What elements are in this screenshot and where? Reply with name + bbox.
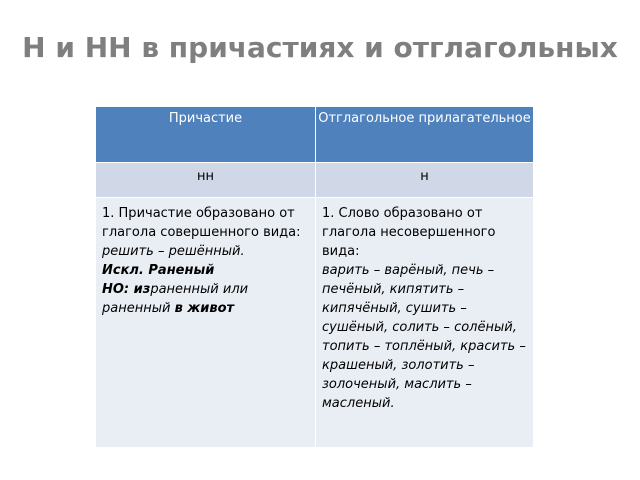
- participle-example: решить – решённый.: [102, 244, 245, 259]
- participle-exception: Искл. Раненый: [102, 263, 215, 278]
- subheader-n: н: [316, 163, 534, 198]
- participle-rule-text: 1. Причастие образовано от глагола совершенного вида:: [102, 206, 301, 240]
- participle-rule-cell: [96, 198, 316, 448]
- rules-table: [95, 106, 534, 448]
- participle-note-example: раненный или раненный: [102, 282, 249, 316]
- slide-title: Н и НН в причастиях и отглагольных: [22, 31, 618, 64]
- header-participle: Причастие: [96, 107, 316, 163]
- adjective-rule-cell: [316, 198, 534, 448]
- header-verbal-adjective: Отглагольное прилагательное: [316, 107, 534, 163]
- subheader-nn: нн: [96, 163, 316, 198]
- table-header-row: [96, 107, 534, 163]
- table-subheader-row: [96, 163, 534, 198]
- table-body-row: [96, 198, 534, 448]
- adjective-examples: варить – варёный, печь – печёный, кипятить – кипячёный, сушить – сушёный, солить – солёный, топить – топлёный, красить – крашеный, золотить – золоченый, маслить – масленый.: [322, 263, 526, 411]
- adjective-rule-text: 1. Слово образовано от глагола несовершенного вида:: [322, 206, 496, 259]
- participle-note-suffix: в живот: [174, 301, 235, 316]
- participle-note-prefix: НО: из: [102, 282, 151, 297]
